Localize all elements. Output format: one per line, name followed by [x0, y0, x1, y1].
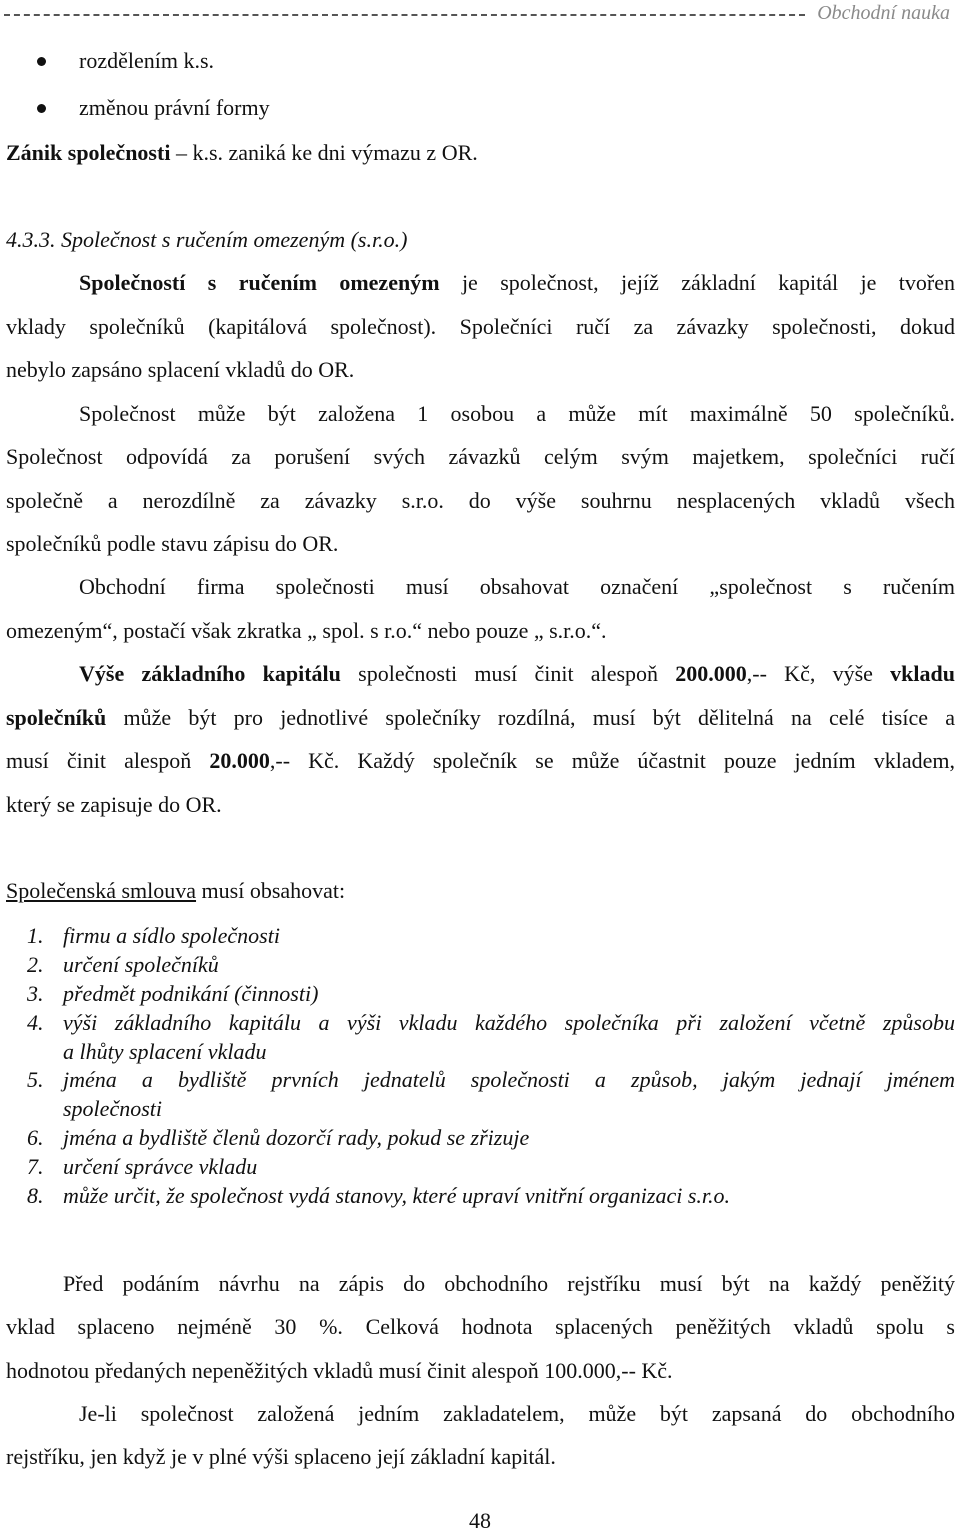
p3-line-1: Společnost odpovídá za porušení svých závazků celým svým majetkem, společníci ručí	[6, 444, 955, 469]
list-number: 3.	[27, 981, 44, 1006]
list-number: 2.	[27, 952, 44, 977]
p5-line-3	[6, 748, 955, 774]
bullet-dot-icon	[37, 57, 46, 66]
list-number: 4.	[27, 1010, 44, 1035]
bullet-dot-icon	[37, 104, 46, 113]
smlouva-rest: musí obsahovat:	[196, 878, 346, 903]
page-number: 48	[469, 1508, 491, 1533]
list-item-continuation: společnosti	[63, 1096, 162, 1121]
list-number: 1.	[27, 923, 44, 948]
list-item: může určit, že společnost vydá stanovy, které upraví vnitřní organizaci s.r.o.	[63, 1183, 731, 1208]
list-number: 7.	[27, 1154, 44, 1179]
list-item: určení společníků	[63, 952, 219, 977]
final-p2-line-1: Je-li společnost založená jedním zakladatelem, může být zapsaná do obchodního	[79, 1401, 955, 1426]
header-dashed-rule	[4, 14, 805, 16]
p1-line-1	[79, 270, 955, 296]
zanik-bold: Zánik společnosti	[6, 140, 171, 165]
list-item: firmu a sídlo společnosti	[63, 923, 280, 948]
p2-line-1: Společnost může být založena 1 osobou a může mít maximálně 50 společníků.	[79, 401, 955, 426]
list-number: 6.	[27, 1125, 44, 1150]
p5-text: společnosti musí činit alespoň	[340, 661, 676, 686]
list-number: 5.	[27, 1067, 44, 1092]
list-item: výši základního kapitálu a výši vkladu každého společníka při založení včetně způsobu	[63, 1010, 955, 1035]
bullet-item: změnou právní formy	[79, 95, 270, 120]
p1-line-3: nebylo zapsáno splacení vkladů do OR.	[6, 357, 355, 382]
p5-bold-amount: 200.000	[675, 661, 747, 686]
smlouva-underlined: Společenská smlouva	[6, 878, 197, 903]
p5-bold-min-deposit: 20.000	[209, 748, 270, 773]
zanik-rest: – k.s. zaniká ke dni výmazu z OR.	[170, 140, 478, 165]
header-title: Obchodní nauka	[817, 1, 950, 24]
list-item: jména a bydliště členů dozorčí rady, pokud se zřizuje	[63, 1125, 530, 1150]
p5-text-2: ,-- Kč, výše	[746, 661, 891, 686]
p5-bold-partners: společníků	[6, 705, 107, 730]
p5-line-3-rest: ,-- Kč. Každý společník se může účastnit pouze jedním vkladem,	[269, 748, 956, 773]
p1-line-2: vklady společníků (kapitálová společnost). Společníci ručí za závazky společnosti, dokud	[6, 314, 955, 339]
p5-line-2-rest: může být pro jednotlivé společníky rozdílná, musí být dělitelná na celé tisíce a	[106, 705, 955, 730]
section-heading: 4.3.3. Společnost s ručením omezeným (s.r.o.)	[6, 227, 408, 252]
final-p1-line-3: hodnotou předaných nepeněžitých vkladů musí činit alespoň 100.000,-- Kč.	[6, 1358, 673, 1383]
p5-line-4: který se zapisuje do OR.	[6, 792, 222, 817]
p1-line-1-rest: je společnost, jejíž základní kapitál je tvořen	[439, 270, 955, 295]
list-item: předmět podnikání (činnosti)	[63, 981, 319, 1006]
list-item: jména a bydliště prvních jednatelů společnosti a způsob, jakým jednají jménem	[63, 1067, 955, 1092]
list-item: určení správce vkladu	[63, 1154, 258, 1179]
p5-bold-deposit: vkladu	[890, 661, 955, 686]
list-number: 8.	[27, 1183, 44, 1208]
p3-line-3: společníků podle stavu zápisu do OR.	[6, 531, 339, 556]
p4-line-2: omezeným“, postačí však zkratka „ spol. s r.o.“ nebo pouze „ s.r.o.“.	[6, 618, 607, 643]
p4-line-1: Obchodní firma společnosti musí obsahovat označení „společnost s ručením	[79, 574, 955, 599]
page-header	[0, 0, 960, 26]
zanik-line	[6, 140, 478, 166]
final-p2-line-2: rejstříku, jen když je v plné výši splaceno její základní kapitál.	[6, 1444, 556, 1469]
p5-line-2	[6, 705, 955, 731]
p5-line-1	[79, 661, 955, 687]
final-p1-line-2: vklad splaceno nejméně 30 %. Celková hodnota splacených peněžitých vkladů spolu s	[6, 1314, 955, 1339]
final-p1-line-1: Před podáním návrhu na zápis do obchodního rejstříku musí být na každý peněžitý	[63, 1271, 955, 1296]
smlouva-heading	[6, 878, 345, 904]
p1-bold-term: Společností s ručením omezeným	[79, 270, 440, 295]
p5-line-3-pre: musí činit alespoň	[6, 748, 210, 773]
p3-line-2: společně a nerozdílně za závazky s.r.o. do výše souhrnu nesplacených vkladů všech	[6, 488, 955, 513]
bullet-item: rozdělením k.s.	[79, 48, 215, 73]
list-item-continuation: a lhůty splacení vkladu	[63, 1039, 267, 1064]
p5-bold-capital: Výše základního kapitálu	[79, 661, 341, 686]
